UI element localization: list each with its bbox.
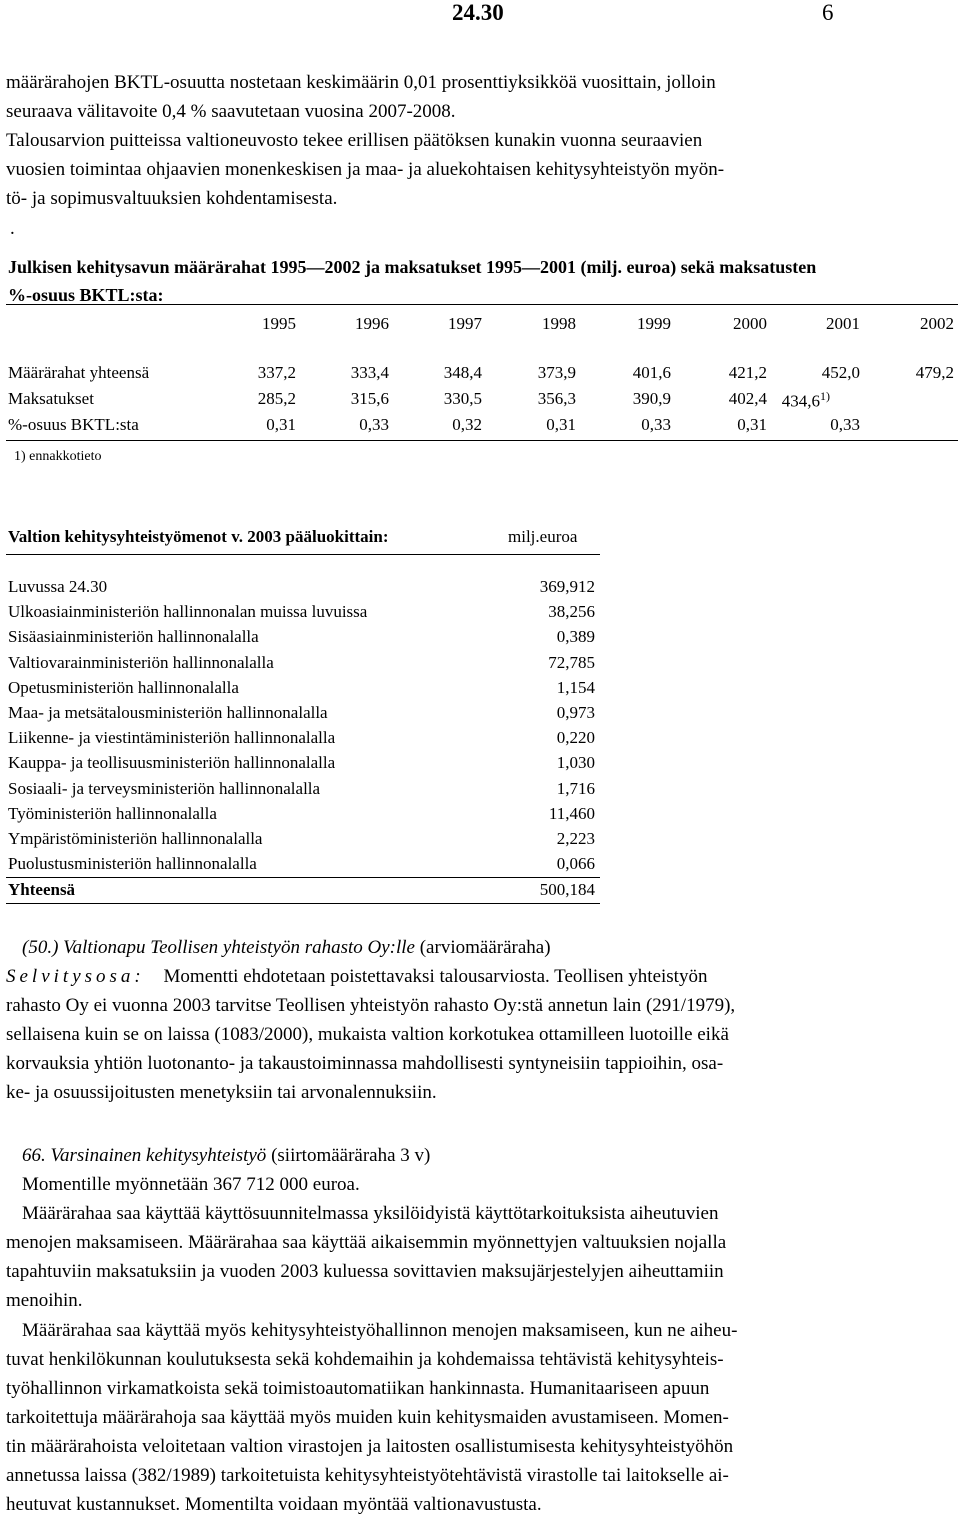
section50-text-4: korvauksia yhtiön luotonanto- ja takaustoiminnassa mahdollisesti syntyneisiin tappioihin, osa- [6, 1053, 724, 1074]
section50-type: (arviomääräraha) [419, 937, 551, 958]
table1-year-header: 2001 [826, 314, 860, 333]
table2-row-value: 2,223 [556, 829, 595, 848]
section-number: 24.30 [452, 0, 504, 25]
table2-row-value: 1,716 [556, 779, 595, 798]
table1-cell: 285,2 [257, 389, 296, 408]
table1-title-line2: %-osuus BKTL:sta: [8, 285, 164, 305]
section66-p2-line-3: työhallinnon virkamatkoista sekä toimistoautomatiikan hankinnasta. Humanitaariseen apuun [6, 1378, 710, 1399]
intro-line-3: Talousarvion puitteissa valtioneuvosto tekee erillisen päätöksen kunakin vuonna seuraavien [6, 130, 703, 151]
section50-text-1: Momentti ehdotetaan poistettavaksi talousarviosta. Teollisen yhteistyön [163, 966, 708, 987]
table2-row-label: Luvussa 24.30 [8, 577, 108, 596]
table2-row-value: 38,256 [548, 602, 595, 621]
intro-line-1: määrärahojen BKTL-osuutta nostetaan keskimäärin 0,01 prosenttiyksikköä vuosittain, jolloin [6, 72, 716, 93]
table1-cell: 421,2 [728, 363, 767, 382]
table1-footnote: 1) ennakkotieto [14, 449, 102, 464]
stray-dot: . [10, 218, 15, 239]
table1-year-header: 2002 [920, 314, 954, 333]
section66-p2-line-7: heutuvat kustannukset. Momentilta voidaan myöntää valtionavustusta. [6, 1494, 542, 1515]
section66-p1-line-3: tapahtuviin maksatuksiin ja vuoden 2003 kuluessa sovittavien maksujärjestelyjen aiheuttamiin [6, 1261, 724, 1282]
table1-cell: 0,31 [266, 415, 296, 434]
table2-row-label: Liikenne- ja viestintäministeriön hallinnonalalla [8, 728, 336, 747]
table2-row-label: Ulkoasiainministeriön hallinnonalan muissa luvuissa [8, 602, 368, 621]
table2-top-rule [6, 554, 600, 555]
table2-row-value: 0,389 [556, 627, 595, 646]
section66-p2-line-5: tin määrärahoista veloitetaan valtion virastojen ja laitosten osallistumisesta kehitysyhteistyöhön [6, 1436, 734, 1457]
section50-text-3: sellaisena kuin se on laissa (1083/2000), mukaista valtion korkotukea ottamilleen luotoille eikä [6, 1024, 729, 1045]
table2-row-label: Maa- ja metsätalousministeriön hallinnonalalla [8, 703, 328, 722]
section66-p2-line-1: Määrärahaa saa käyttää myös kehitysyhteistyöhallinnon menojen maksamiseen, kun ne aiheu- [22, 1320, 738, 1341]
table2-row-value: 72,785 [548, 653, 595, 672]
section50-line-1 [6, 966, 707, 988]
intro-line-4: vuosien toimintaa ohjaavien monenkeskisen ja maa- ja aluekohtaisen kehitysyhteistyön myön- [6, 159, 725, 180]
section50-title: Valtionapu Teollisen yhteistyön rahasto Oy:lle [63, 937, 415, 958]
table2-row-label: Puolustusministeriön hallinnonalalla [8, 854, 257, 873]
table2-row-label: Opetusministeriön hallinnonalalla [8, 678, 239, 697]
section66-p1-line-2: menojen maksamiseen. Määrärahaa saa käyttää aikaisemmin myönnettyjen valtuuksien nojalla [6, 1232, 727, 1253]
table1-cell: 0,31 [737, 415, 767, 434]
table2-title: Valtion kehitysyhteistyömenot v. 2003 pääluokittain: [8, 527, 389, 546]
table2-total-value: 500,184 [539, 880, 595, 899]
table2-row-label: Sosiaali- ja terveysministeriön hallinnonalalla [8, 779, 321, 798]
table2-row-value: 11,460 [548, 804, 595, 823]
table1-year-header: 1998 [542, 314, 576, 333]
table1-cell: 452,0 [821, 363, 860, 382]
section66-p1-line-4: menoihin. [6, 1290, 83, 1311]
table1-cell: 0,33 [641, 415, 671, 434]
table1-top-rule [6, 304, 958, 305]
table2-row-label: Ympäristöministeriön hallinnonalalla [8, 829, 263, 848]
table1-cell: 315,6 [350, 389, 389, 408]
table1-title-line1: Julkisen kehitysavun määrärahat 1995—2002 ja maksatukset 1995—2001 (milj. euroa) sekä maksatusten [8, 257, 817, 277]
table1-bottom-rule [6, 440, 958, 441]
table1-cell: 401,6 [632, 363, 671, 382]
table2-unit: milj.euroa [508, 527, 578, 546]
section66-heading [22, 1145, 430, 1167]
section66-p2-line-6: annetussa laissa (382/1989) tarkoitetuista kehitysyhteistyötehtävistä virastolle tai laitokselle ai- [6, 1465, 729, 1486]
table2-total-rule [6, 877, 600, 878]
selvitysosa-label: Selvitysosa: [6, 966, 145, 987]
section66-amount: Momentille myönnetään 367 712 000 euroa. [22, 1174, 360, 1195]
section50-heading [22, 937, 551, 959]
table1-cell: 0,31 [546, 415, 576, 434]
table1-cell: 390,9 [632, 389, 671, 408]
table1-year-header: 1999 [637, 314, 671, 333]
intro-line-5: tö- ja sopimusvaltuuksien kohdentamisesta. [6, 188, 338, 209]
table1-cell: 337,2 [257, 363, 296, 382]
section66-number: 66. [22, 1145, 46, 1166]
table2-row-value: 0,220 [556, 728, 595, 747]
table1-cell: 0,33 [830, 415, 860, 434]
table2-row-value: 1,154 [556, 678, 595, 697]
table1-cell: 348,4 [443, 363, 482, 382]
table1-cell: 402,4 [728, 389, 767, 408]
table1-year-header: 1997 [448, 314, 482, 333]
table1-year-header: 2000 [733, 314, 767, 333]
table1-year-header: 1995 [262, 314, 296, 333]
table1-cell: 356,3 [537, 389, 576, 408]
table2-row-value: 1,030 [556, 753, 595, 772]
table2-row-label: Kauppa- ja teollisuusministeriön hallinnonalalla [8, 753, 336, 772]
table2-row-value: 369,912 [539, 577, 595, 596]
table2-total-label: Yhteensä [8, 880, 76, 899]
table1-cell: 0,33 [359, 415, 389, 434]
table2-row-value: 0,973 [556, 703, 595, 722]
table1-row-label: Maksatukset [8, 389, 94, 408]
section50-text-5: ke- ja osuussijoitusten menetyksiin tai arvonalennuksiin. [6, 1082, 437, 1103]
section66-title: Varsinainen kehitysyhteistyö [50, 1145, 267, 1166]
section66-p2-line-4: tarkoitettuja määrärahoja saa käyttää myös muiden kuin kehitysmaiden avustamiseen. Momen- [6, 1407, 729, 1428]
table1-cell: 373,9 [537, 363, 576, 382]
table1-cell: 479,2 [915, 363, 954, 382]
table2-row-label: Valtiovarainministeriön hallinnonalalla [8, 653, 274, 672]
table1-footnote-marker: 1) [820, 389, 830, 403]
table1-cell: 434,6$^{1)}$ [781, 389, 830, 411]
table2-row-label: Työministeriön hallinnonalalla [8, 804, 217, 823]
section66-p1-line-1: Määrärahaa saa käyttää käyttösuunnitelmassa yksilöidyistä käyttötarkoituksista aiheutuvien [22, 1203, 719, 1224]
intro-line-2: seuraava välitavoite 0,4 % saavutetaan vuosina 2007-2008. [6, 101, 456, 122]
table1-cell: 0,32 [452, 415, 482, 434]
section50-text-2: rahasto Oy ei vuonna 2003 tarvitse Teollisen yhteistyön rahasto Oy:stä annetun lain (291/1979), [6, 995, 736, 1016]
section50-number: (50.) [22, 937, 59, 958]
table1-cell: 333,4 [350, 363, 389, 382]
table1-cell: 330,5 [443, 389, 482, 408]
table2-row-value: 0,066 [556, 854, 595, 873]
section66-p2-line-2: tuvat henkilökunnan koulutuksesta sekä kohdemaihin ja kohdemaissa tehtävistä kehitysyhteis- [6, 1349, 724, 1370]
table1-row-label: %-osuus BKTL:sta [8, 415, 139, 434]
section66-type: (siirtomääräraha 3 v) [271, 1145, 431, 1166]
table2-row-label: Sisäasiainministeriön hallinnonalalla [8, 627, 259, 646]
table1-row-label: Määrärahat yhteensä [8, 363, 150, 382]
page-number: 6 [822, 0, 834, 25]
table2-bottom-rule [6, 903, 600, 904]
table1-year-header: 1996 [355, 314, 389, 333]
